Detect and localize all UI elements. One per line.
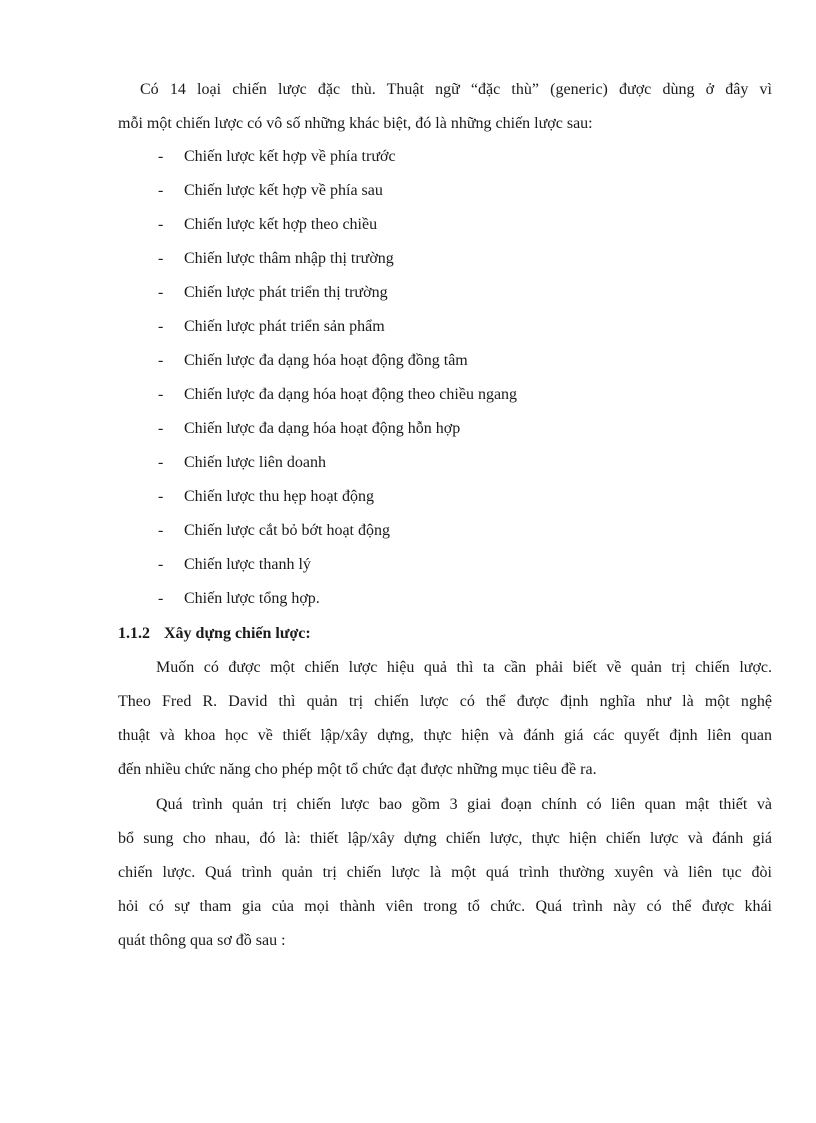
list-item [118, 310, 772, 344]
paragraph-line: thuật và khoa học về thiết lập/xây dựng, thực hiện và đánh giá các quyết định liên quan [118, 727, 772, 744]
paragraph-process [118, 788, 772, 958]
list-item-text: Chiến lược đa dạng hóa hoạt động hỗn hợp [184, 420, 461, 437]
bullet-dash: - [158, 454, 164, 471]
bullet-dash: - [158, 556, 164, 573]
list-item [118, 208, 772, 242]
bullet-dash: - [158, 250, 164, 267]
paragraph-line: Theo Fred R. David thì quản trị chiến lược có thể được định nghĩa như là một nghệ [118, 693, 772, 710]
list-item [118, 242, 772, 276]
list-item-text: Chiến lược phát triển sản phẩm [184, 318, 385, 335]
list-item-text: Chiến lược đa dạng hóa hoạt động đồng tâm [184, 352, 468, 369]
intro-line-2: mỗi một chiến lược có vô số những khác biệt, đó là những chiến lược sau: [118, 115, 593, 132]
intro-line-1: Có 14 loại chiến lược đặc thù. Thuật ngữ “đặc thù” (generic) được dùng ở đây vì [140, 81, 772, 98]
bullet-dash: - [158, 148, 164, 165]
section-heading [118, 617, 311, 651]
bullet-dash: - [158, 216, 164, 233]
paragraph-line: chiến lược. Quá trình quản trị chiến lược là một quá trình thường xuyên và liên tục đòi [118, 864, 772, 881]
list-item [118, 446, 772, 480]
bullet-dash: - [158, 284, 164, 301]
list-item [118, 174, 772, 208]
list-item-text: Chiến lược kết hợp về phía sau [184, 182, 383, 199]
bullet-dash: - [158, 386, 164, 403]
bullet-dash: - [158, 488, 164, 505]
paragraph-line: đến nhiều chức năng cho phép một tổ chức đạt được những mục tiêu đề ra. [118, 761, 597, 778]
paragraph-line: bổ sung cho nhau, đó là: thiết lập/xây dựng chiến lược, thực hiện chiến lược và đánh giá [118, 830, 772, 847]
list-item [118, 548, 772, 582]
list-item [118, 412, 772, 446]
list-item-text: Chiến lược tổng hợp. [184, 590, 320, 607]
list-item-text: Chiến lược kết hợp về phía trước [184, 148, 396, 165]
bullet-dash: - [158, 420, 164, 437]
list-item [118, 582, 772, 616]
list-item-text: Chiến lược thâm nhập thị trường [184, 250, 394, 267]
list-item-text: Chiến lược đa dạng hóa hoạt động theo chiều ngang [184, 386, 518, 403]
section-title: Xây dựng chiến lược: [164, 625, 311, 642]
paragraph-line: Quá trình quản trị chiến lược bao gồm 3 giai đoạn chính có liên quan mật thiết và [156, 796, 772, 813]
intro-paragraph [118, 73, 772, 141]
paragraph-strategic-management [118, 651, 772, 787]
list-item-text: Chiến lược thu hẹp hoạt động [184, 488, 374, 505]
list-item-text: Chiến lược thanh lý [184, 556, 311, 573]
paragraph-line: quát thông qua sơ đồ sau : [118, 932, 286, 949]
bullet-dash: - [158, 522, 164, 539]
strategy-list [118, 140, 772, 616]
bullet-dash: - [158, 182, 164, 199]
list-item [118, 140, 772, 174]
list-item [118, 514, 772, 548]
list-item-text: Chiến lược cắt bỏ bớt hoạt động [184, 522, 390, 539]
list-item-text: Chiến lược phát triển thị trường [184, 284, 388, 301]
list-item-text: Chiến lược kết hợp theo chiều [184, 216, 378, 233]
list-item [118, 344, 772, 378]
section-number: 1.1.2 [118, 625, 150, 642]
list-item [118, 378, 772, 412]
list-item [118, 276, 772, 310]
bullet-dash: - [158, 590, 164, 607]
paragraph-line: Muốn có được một chiến lược hiệu quả thì ta cần phải biết về quản trị chiến lược. [156, 659, 772, 676]
paragraph-line: hỏi có sự tham gia của mọi thành viên trong tổ chức. Quá trình này có thể được khái [118, 898, 772, 915]
list-item [118, 480, 772, 514]
bullet-dash: - [158, 318, 164, 335]
list-item-text: Chiến lược liên doanh [184, 454, 326, 471]
bullet-dash: - [158, 352, 164, 369]
